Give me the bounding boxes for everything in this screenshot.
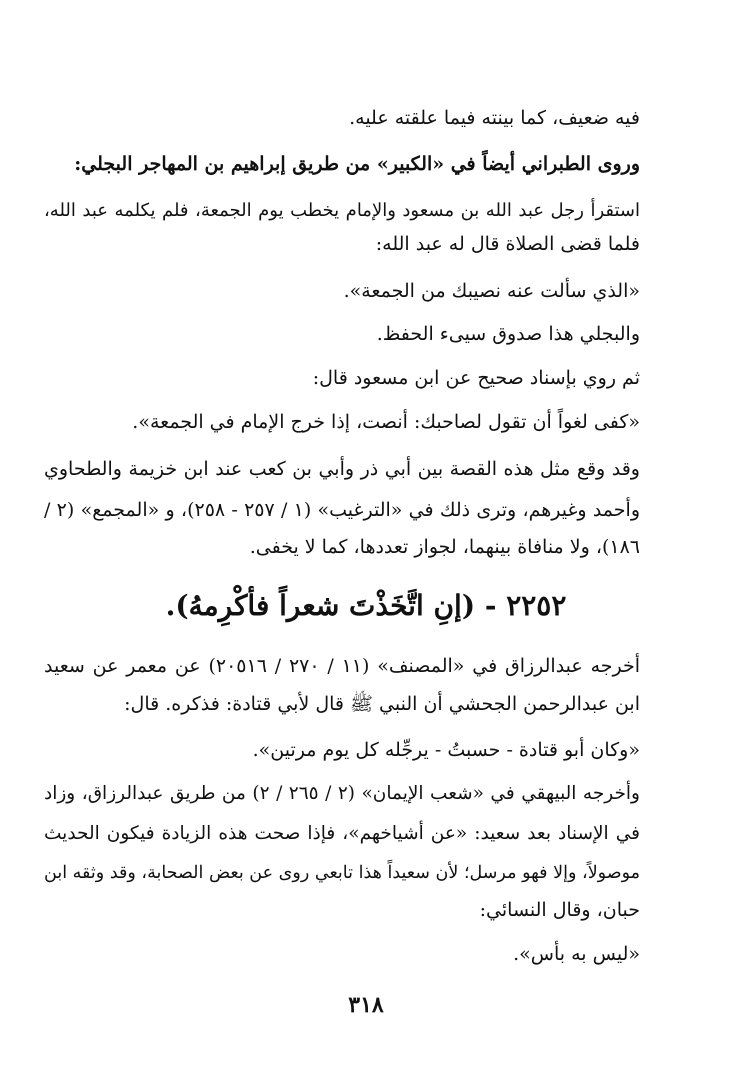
text-line: ١٨٦)، ولا منافاة بينهما، لجواز تعددها، كما لا يخفى. bbox=[249, 536, 640, 558]
text-line: حبان، وقال النسائي: bbox=[479, 899, 640, 921]
text-line: موصولاً، وإلا فهو مرسل؛ لأن سعيداً هذا تابعي روى عن بعض الصحابة، وقد وثقه ابن bbox=[44, 863, 640, 883]
text-line: وقد وقع مثل هذه القصة بين أبي ذر وأبي بن كعب عند ابن خزيمة والطحاوي bbox=[44, 458, 640, 480]
text-line: وأحمد وغيرهم، وترى ذلك في «الترغيب» (١ / ٢٥٧ - ٢٥٨)، و «المجمع» (٢ / bbox=[44, 499, 640, 521]
text-line: فلما قضى الصلاة قال له عبد الله: bbox=[375, 233, 640, 255]
text-line: «كفى لغواً أن تقول لصاحبك: أنصت، إذا خرج الإمام في الجمعة». bbox=[132, 411, 640, 433]
text-line: أخرجه عبدالرزاق في «المصنف» (١١ / ٢٧٠ / ٢٠٥١٦) عن معمر عن سعيد bbox=[44, 655, 641, 677]
text-line: فيه ضعيف، كما بينته فيما علقته عليه. bbox=[349, 107, 640, 129]
text-line: «الذي سألت عنه نصيبك من الجمعة». bbox=[343, 280, 640, 302]
text-line: «ليس به بأس». bbox=[513, 943, 640, 965]
text-line: ثم روي بإسناد صحيح عن ابن مسعود قال: bbox=[312, 367, 640, 389]
text-line: استقرأ رجل عبد الله بن مسعود والإمام يخطب يوم الجمعة، فلم يكلمه عبد الله، bbox=[44, 200, 640, 221]
text-line: ابن عبدالرحمن الجحشي أن النبي ﷺ قال لأبي قتادة: فذكره. قال: bbox=[124, 693, 640, 715]
hadith-heading: ٢٢٥٢ - (إنِ اتَّخَذْتَ شعراً فأكْرِمهُ). bbox=[165, 589, 567, 622]
text-line: في الإسناد بعد سعيد: «عن أشياخهم»، فإذا صحت هذه الزيادة فيكون الحديث bbox=[44, 823, 640, 844]
text-line: وروى الطبراني أيضاً في «الكبير» من طريق إبراهيم بن المهاجر البجلي: bbox=[74, 153, 640, 175]
text-line: والبجلي هذا صدوق سيىء الحفظ. bbox=[376, 323, 640, 345]
text-line: «وكان أبو قتادة - حسبتُ - يرجِّله كل يوم مرتين». bbox=[252, 739, 640, 761]
page-number: ٣١٨ bbox=[348, 992, 384, 1018]
text-line: وأخرجه البيهقي في «شعب الإيمان» (٢ / ٢٦٥ / ٢) من طريق عبدالرزاق، وزاد bbox=[44, 783, 640, 804]
